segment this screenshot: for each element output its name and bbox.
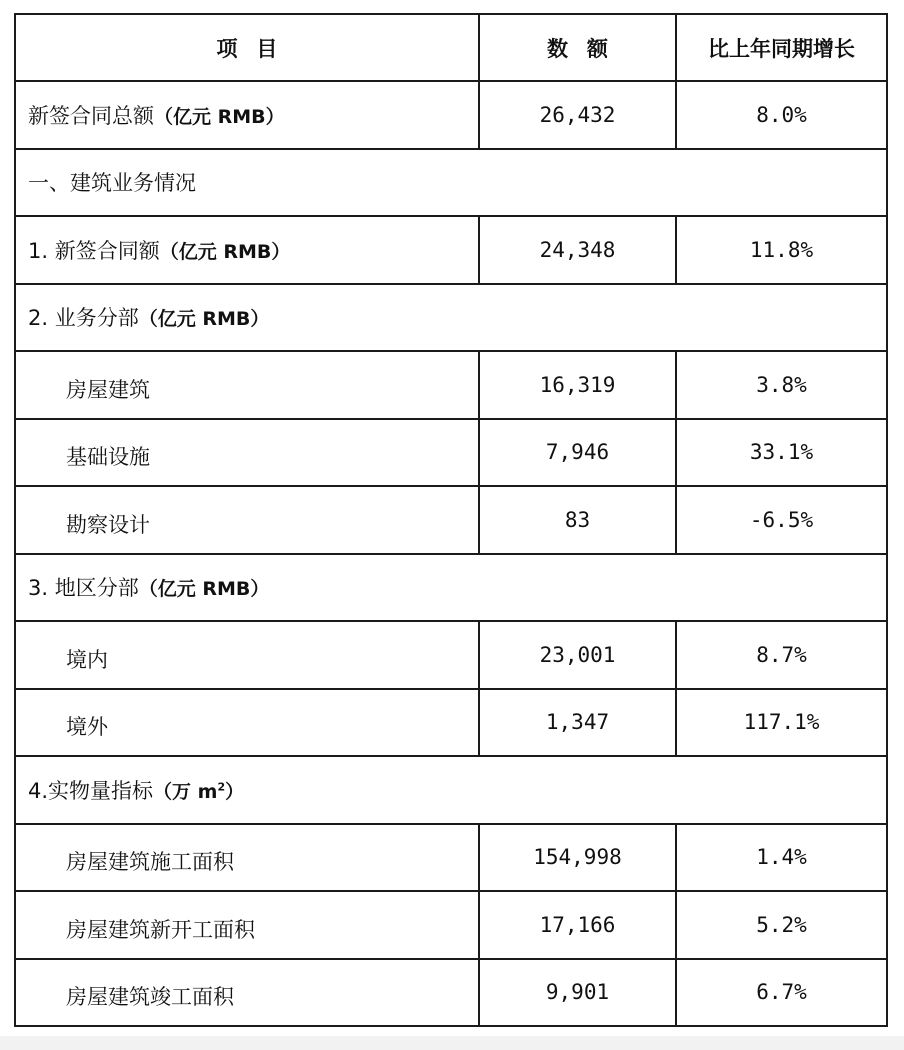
header-value: 数额 [479,14,676,81]
physical-item-value: 154,998 [479,824,676,892]
total-value: 26,432 [479,81,676,149]
physical-item-growth: 1.4% [676,824,887,892]
new-contracts-value: 24,348 [479,216,676,284]
business-item-value: 16,319 [479,351,676,419]
region-item-value: 1,347 [479,689,676,757]
section-construction-title: 一、建筑业务情况 [15,149,887,217]
table-row [15,824,887,892]
business-item-growth: -6.5% [676,486,887,554]
header-growth: 比上年同期增长 [676,14,887,81]
physical-item-label: 房屋建筑施工面积 [15,824,479,892]
new-contracts-growth: 11.8% [676,216,887,284]
new-contracts-label: 1. 新签合同额（亿元 RMB） [15,216,479,284]
section-business-row [15,284,887,352]
table-row [15,419,887,487]
section-region-row [15,554,887,622]
header-item: 项目 [15,14,479,81]
physical-item-growth: 5.2% [676,891,887,959]
physical-item-label: 房屋建筑新开工面积 [15,891,479,959]
region-item-growth: 8.7% [676,621,887,689]
section-physical-row [15,756,887,824]
business-item-growth: 3.8% [676,351,887,419]
region-item-label: 境内 [15,621,479,689]
region-item-growth: 117.1% [676,689,887,757]
section-region-title: 3. 地区分部（亿元 RMB） [15,554,887,622]
region-item-value: 23,001 [479,621,676,689]
business-item-label: 基础设施 [15,419,479,487]
business-item-growth: 33.1% [676,419,887,487]
business-item-value: 7,946 [479,419,676,487]
physical-item-value: 9,901 [479,959,676,1027]
table-header-row [15,14,887,81]
physical-item-growth: 6.7% [676,959,887,1027]
business-data-table [14,13,888,1027]
section-business-title: 2. 业务分部（亿元 RMB） [15,284,887,352]
table-row [15,689,887,757]
page-bottom-margin [0,1036,904,1050]
business-item-label: 勘察设计 [15,486,479,554]
table-row [15,959,887,1027]
total-label: 新签合同总额（亿元 RMB） [15,81,479,149]
business-item-label: 房屋建筑 [15,351,479,419]
business-item-value: 83 [479,486,676,554]
table-row-total [15,81,887,149]
table-row-new-contracts [15,216,887,284]
section-construction-row [15,149,887,217]
physical-item-value: 17,166 [479,891,676,959]
table-row [15,486,887,554]
table-row [15,621,887,689]
table-row [15,351,887,419]
physical-item-label: 房屋建筑竣工面积 [15,959,479,1027]
total-growth: 8.0% [676,81,887,149]
table-row [15,891,887,959]
region-item-label: 境外 [15,689,479,757]
section-physical-title: 4.实物量指标（万 $m^2$） [15,756,887,824]
